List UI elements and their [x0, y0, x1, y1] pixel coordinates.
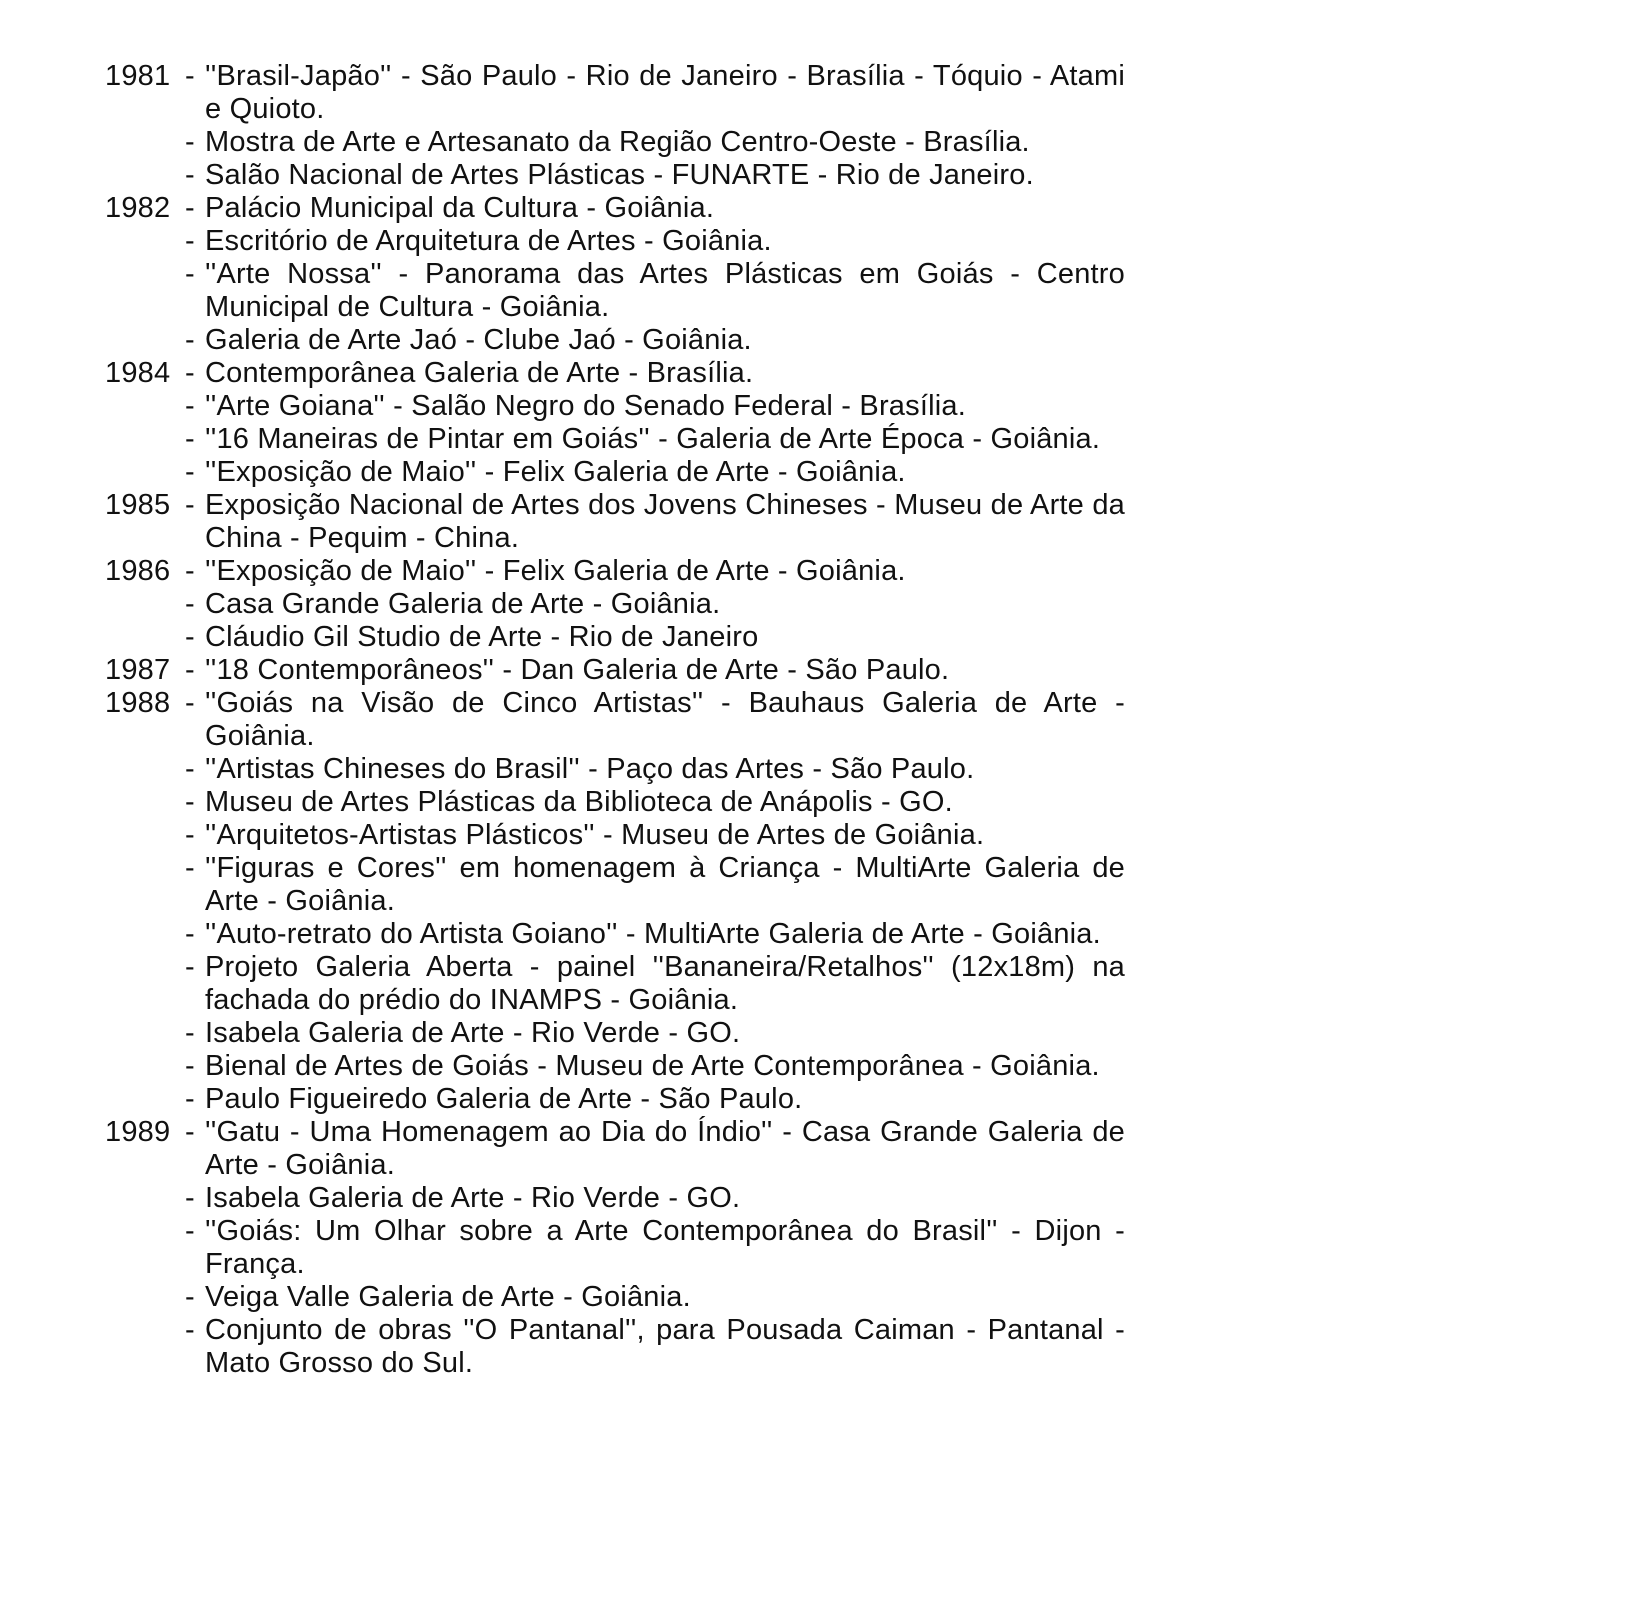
year-label: 1984 — [105, 357, 171, 389]
exhibition-entry — [105, 1314, 1125, 1380]
year-block-1984 — [105, 357, 1125, 489]
entry-text: Galeria de Arte Jaó - Clube Jaó - Goiânia. — [205, 324, 752, 356]
entry-text: Veiga Valle Galeria de Arte - Goiânia. — [205, 1281, 691, 1313]
exhibition-entry — [105, 1215, 1125, 1281]
entry-dash: - — [185, 60, 195, 92]
entry-text: ''18 Contemporâneos'' - Dan Galeria de Arte - São Paulo. — [205, 654, 950, 686]
exhibition-entry — [105, 1281, 1125, 1314]
entry-dash: - — [185, 1050, 195, 1082]
exhibition-entry — [105, 1116, 1125, 1182]
entry-dash: - — [185, 1281, 195, 1313]
entry-dash: - — [185, 819, 195, 851]
entry-text: ''Goiás: Um Olhar sobre a Arte Contemporânea do Brasil'' - Dijon - França. — [205, 1215, 1125, 1280]
exhibition-entry — [105, 1017, 1125, 1050]
exhibition-entry — [105, 1182, 1125, 1215]
exhibition-entry — [105, 918, 1125, 951]
entry-text: Paulo Figueiredo Galeria de Arte - São Paulo. — [205, 1083, 803, 1115]
entry-dash: - — [185, 1215, 195, 1247]
entry-text: ''16 Maneiras de Pintar em Goiás'' - Galeria de Arte Época - Goiânia. — [205, 423, 1101, 455]
entry-dash: - — [185, 687, 195, 719]
entry-dash: - — [185, 357, 195, 389]
entry-text: ''Exposição de Maio'' - Felix Galeria de Arte - Goiânia. — [205, 555, 906, 587]
exhibition-entry — [105, 621, 1125, 654]
year-label: 1981 — [105, 60, 171, 92]
year-label: 1988 — [105, 687, 171, 719]
exhibition-entry — [105, 555, 1125, 588]
exhibition-entry — [105, 753, 1125, 786]
entry-text: ''Artistas Chineses do Brasil'' - Paço das Artes - São Paulo. — [205, 753, 975, 785]
entry-dash: - — [185, 588, 195, 620]
entry-dash: - — [185, 192, 195, 224]
entry-dash: - — [185, 753, 195, 785]
entry-text: ''Figuras e Cores'' em homenagem à Criança - MultiArte Galeria de Arte - Goiânia. — [205, 852, 1125, 917]
entry-dash: - — [185, 456, 195, 488]
exhibitions-list — [105, 60, 1125, 1380]
exhibition-entry — [105, 357, 1125, 390]
year-block-1988 — [105, 687, 1125, 1116]
entry-text: Casa Grande Galeria de Arte - Goiânia. — [205, 588, 721, 620]
exhibition-entry — [105, 1083, 1125, 1116]
entry-text: Mostra de Arte e Artesanato da Região Centro-Oeste - Brasília. — [205, 126, 1030, 158]
entry-dash: - — [185, 654, 195, 686]
year-block-1986 — [105, 555, 1125, 654]
entry-text: Bienal de Artes de Goiás - Museu de Arte Contemporânea - Goiânia. — [205, 1050, 1100, 1082]
entry-text: Isabela Galeria de Arte - Rio Verde - GO. — [205, 1017, 741, 1049]
exhibition-entry — [105, 687, 1125, 753]
entry-text: ''Exposição de Maio'' - Felix Galeria de Arte - Goiânia. — [205, 456, 906, 488]
entry-text: ''Arte Goiana'' - Salão Negro do Senado Federal - Brasília. — [205, 390, 966, 422]
exhibition-entry — [105, 786, 1125, 819]
entry-text: Salão Nacional de Artes Plásticas - FUNARTE - Rio de Janeiro. — [205, 159, 1034, 191]
exhibition-entry — [105, 258, 1125, 324]
entry-dash: - — [185, 390, 195, 422]
entry-text: Isabela Galeria de Arte - Rio Verde - GO. — [205, 1182, 741, 1214]
exhibition-entry — [105, 489, 1125, 555]
entry-text: ''Goiás na Visão de Cinco Artistas'' - Bauhaus Galeria de Arte - Goiânia. — [205, 687, 1125, 752]
exhibition-entry — [105, 324, 1125, 357]
year-label: 1987 — [105, 654, 171, 686]
exhibition-entry — [105, 819, 1125, 852]
entry-text: ''Brasil-Japão'' - São Paulo - Rio de Janeiro - Brasília - Tóquio - Atami e Quioto. — [205, 60, 1125, 125]
entry-dash: - — [185, 324, 195, 356]
exhibition-entry — [105, 159, 1125, 192]
entry-dash: - — [185, 951, 195, 983]
year-label: 1989 — [105, 1116, 171, 1148]
entry-text: Cláudio Gil Studio de Arte - Rio de Janeiro — [205, 621, 759, 653]
entry-dash: - — [185, 258, 195, 290]
entry-dash: - — [185, 423, 195, 455]
entry-dash: - — [185, 918, 195, 950]
exhibition-entry — [105, 951, 1125, 1017]
entry-text: Escritório de Arquitetura de Artes - Goiânia. — [205, 225, 772, 257]
year-block-1989 — [105, 1116, 1125, 1380]
entry-dash: - — [185, 555, 195, 587]
entry-text: ''Arquitetos-Artistas Plásticos'' - Museu de Artes de Goiânia. — [205, 819, 985, 851]
entry-text: Exposição Nacional de Artes dos Jovens Chineses - Museu de Arte da China - Pequim - China. — [205, 489, 1125, 554]
entry-text: Palácio Municipal da Cultura - Goiânia. — [205, 192, 715, 224]
exhibition-entry — [105, 192, 1125, 225]
entry-dash: - — [185, 621, 195, 653]
exhibition-entry — [105, 390, 1125, 423]
entry-dash: - — [185, 1116, 195, 1148]
year-block-1982 — [105, 192, 1125, 357]
exhibition-entry — [105, 852, 1125, 918]
year-block-1987 — [105, 654, 1125, 687]
entry-dash: - — [185, 126, 195, 158]
entry-dash: - — [185, 489, 195, 521]
entry-dash: - — [185, 786, 195, 818]
entry-dash: - — [185, 852, 195, 884]
entry-dash: - — [185, 1083, 195, 1115]
year-label: 1982 — [105, 192, 171, 224]
exhibition-entry — [105, 60, 1125, 126]
exhibition-entry — [105, 588, 1125, 621]
entry-text: ''Auto-retrato do Artista Goiano'' - MultiArte Galeria de Arte - Goiânia. — [205, 918, 1101, 950]
exhibition-entry — [105, 654, 1125, 687]
exhibition-entry — [105, 456, 1125, 489]
entry-text: Conjunto de obras ''O Pantanal'', para Pousada Caiman - Pantanal - Mato Grosso do Sul. — [205, 1314, 1125, 1379]
entry-text: ''Gatu - Uma Homenagem ao Dia do Índio'' - Casa Grande Galeria de Arte - Goiânia. — [205, 1116, 1125, 1181]
entry-text: Projeto Galeria Aberta - painel ''Bananeira/Retalhos'' (12x18m) na fachada do prédio do INAMPS - Goiânia. — [205, 951, 1125, 1016]
entry-text: ''Arte Nossa'' - Panorama das Artes Plásticas em Goiás - Centro Municipal de Cultura - Goiânia. — [205, 258, 1125, 323]
year-label: 1986 — [105, 555, 171, 587]
entry-dash: - — [185, 225, 195, 257]
year-label: 1985 — [105, 489, 171, 521]
exhibition-entry — [105, 225, 1125, 258]
entry-dash: - — [185, 1017, 195, 1049]
entry-dash: - — [185, 159, 195, 191]
entry-dash: - — [185, 1314, 195, 1346]
entry-text: Contemporânea Galeria de Arte - Brasília. — [205, 357, 754, 389]
exhibition-entry — [105, 126, 1125, 159]
entry-text: Museu de Artes Plásticas da Biblioteca de Anápolis - GO. — [205, 786, 953, 818]
year-block-1985 — [105, 489, 1125, 555]
exhibition-entry — [105, 1050, 1125, 1083]
year-block-1981 — [105, 60, 1125, 192]
entry-dash: - — [185, 1182, 195, 1214]
exhibition-entry — [105, 423, 1125, 456]
